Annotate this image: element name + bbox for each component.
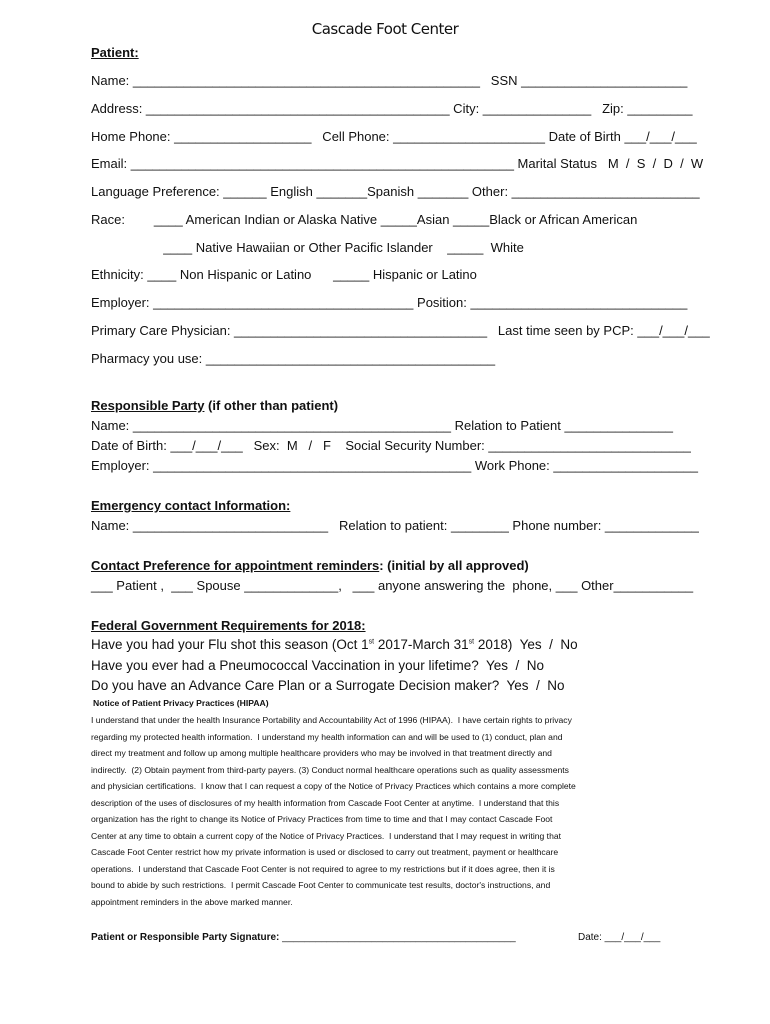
emergency-contact-heading: Emergency contact Information: (91, 498, 291, 513)
hipaa-line: appointment reminders in the above marked manner. (91, 896, 293, 907)
signature-field[interactable]: __________________________________________ (279, 932, 516, 943)
flu-sup-1: st (368, 638, 375, 646)
patient-name-field[interactable]: Name: ________________________________________________ SSN _______________________ (91, 73, 688, 88)
ethnicity-field[interactable]: Ethnicity: ____ Non Hispanic or Latino _____ Hispanic or Latino (91, 267, 477, 282)
signature-row (91, 930, 516, 946)
flu-text-a: Have you had your Flu shot this season (Oct 1 (91, 637, 369, 652)
hipaa-line: I understand that under the health Insurance Portability and Accountability Act of 1996 (HIPAA). I have certain rights to privacy (91, 715, 572, 725)
pharmacy-field[interactable]: Pharmacy you use: ________________________________________ (91, 351, 496, 366)
hipaa-line: Cascade Foot Center restrict how my private information is used or disclosed to carry out treatment, payment or healthcare (91, 847, 559, 857)
hipaa-line: regarding my protected health information. I understand my health information can and will be used to (1) conduct, plan and (91, 731, 563, 742)
patient-phone-field[interactable]: Home Phone: ___________________ Cell Phone: _____________________ Date of Birth ___/___/___ (91, 129, 697, 144)
employer-field[interactable]: Employer: ____________________________________ Position: ______________________________ (91, 295, 688, 310)
hipaa-line: organization has the right to change its Notice of Privacy Practices from time to time and that I may contact Cascade Foot (91, 814, 553, 824)
responsible-party-note: (if other than patient) (204, 398, 339, 413)
flu-text-c: 2018) Yes / No (474, 637, 578, 652)
contact-preference-title: Contact Preference for appointment reminders (91, 558, 380, 573)
signature-date-field[interactable]: Date: ___/___/___ (578, 932, 661, 943)
emergency-contact-field[interactable]: Name: ___________________________ Relation to patient: ________ Phone number: _____________ (91, 518, 699, 533)
contact-preference-heading (91, 558, 529, 574)
contact-preference-field[interactable]: ___ Patient , ___ Spouse _____________, ___ anyone answering the phone, ___ Other___________ (91, 578, 694, 593)
patient-email-field[interactable]: Email: _____________________________________________________ Marital Status M / S / D / W (91, 156, 704, 171)
hipaa-line: operations. I understand that Cascade Foot Center is not required to agree to my restrictions but if it does agree, then it is (91, 863, 555, 874)
hipaa-line: and physician certifications. I know that I can request a copy of the Notice of Privacy Practices which contains a more complete (91, 781, 576, 791)
race-field-line2[interactable]: ____ Native Hawaiian or Other Pacific Islander _____ White (91, 240, 524, 255)
hipaa-line: description of the uses of disclosures of my health information from Cascade Foot Center at anytime. I understand that this (91, 797, 560, 808)
pcp-field[interactable]: Primary Care Physician: ___________________________________ Last time seen by PCP: ___/___/___ (91, 323, 710, 338)
responsible-employer-field[interactable]: Employer: ____________________________________________ Work Phone: ____________________ (91, 458, 698, 473)
hipaa-line: bound to abide by such restrictions. I permit Cascade Foot Center to communicate test results, doctor's instructions, and (91, 880, 551, 890)
patient-address-field[interactable]: Address: __________________________________________ City: _______________ Zip: _________ (91, 101, 693, 116)
flu-text-b: 2017-March 31 (374, 637, 469, 652)
flu-sup-2: st (468, 638, 475, 646)
hipaa-line: indirectly. (2) Obtain payment from third-party payers. (3) Conduct normal healthcare operations such as quality assessments (91, 764, 569, 775)
flu-shot-question[interactable] (91, 637, 578, 653)
hipaa-line: Center at any time to obtain a current copy of the Notice of Privacy Practices. I understand that I may request in writing that (91, 830, 562, 841)
responsible-dob-field[interactable]: Date of Birth: ___/___/___ Sex: M / F Social Security Number: ____________________________ (91, 438, 691, 453)
responsible-name-field[interactable]: Name: ____________________________________________ Relation to Patient _______________ (91, 418, 673, 433)
responsible-party-title: Responsible Party (91, 398, 205, 413)
responsible-party-heading (91, 398, 338, 414)
signature-label: Patient or Responsible Party Signature: (91, 932, 280, 943)
pneumococcal-question[interactable]: Have you ever had a Pneumococcal Vaccination in your lifetime? Yes / No (91, 658, 545, 673)
hipaa-heading: Notice of Patient Privacy Practices (HIPAA) (93, 698, 269, 708)
contact-preference-note: : (initial by all approved) (379, 558, 529, 573)
advance-care-question[interactable]: Do you have an Advance Care Plan or a Surrogate Decision maker? Yes / No (91, 678, 565, 693)
patient-heading: Patient: (91, 45, 139, 60)
language-preference-field[interactable]: Language Preference: ______ English _______Spanish _______ Other: __________________________ (91, 184, 700, 199)
race-field-line1[interactable]: Race: ____ American Indian or Alaska Native _____Asian _____Black or African American (91, 212, 638, 227)
hipaa-line: direct my treatment and follow up among multiple healthcare providers who may be involved in that treatment directly and (91, 748, 552, 758)
page-title: Cascade Foot Center (311, 20, 459, 38)
federal-requirements-heading: Federal Government Requirements for 2018: (91, 618, 366, 633)
